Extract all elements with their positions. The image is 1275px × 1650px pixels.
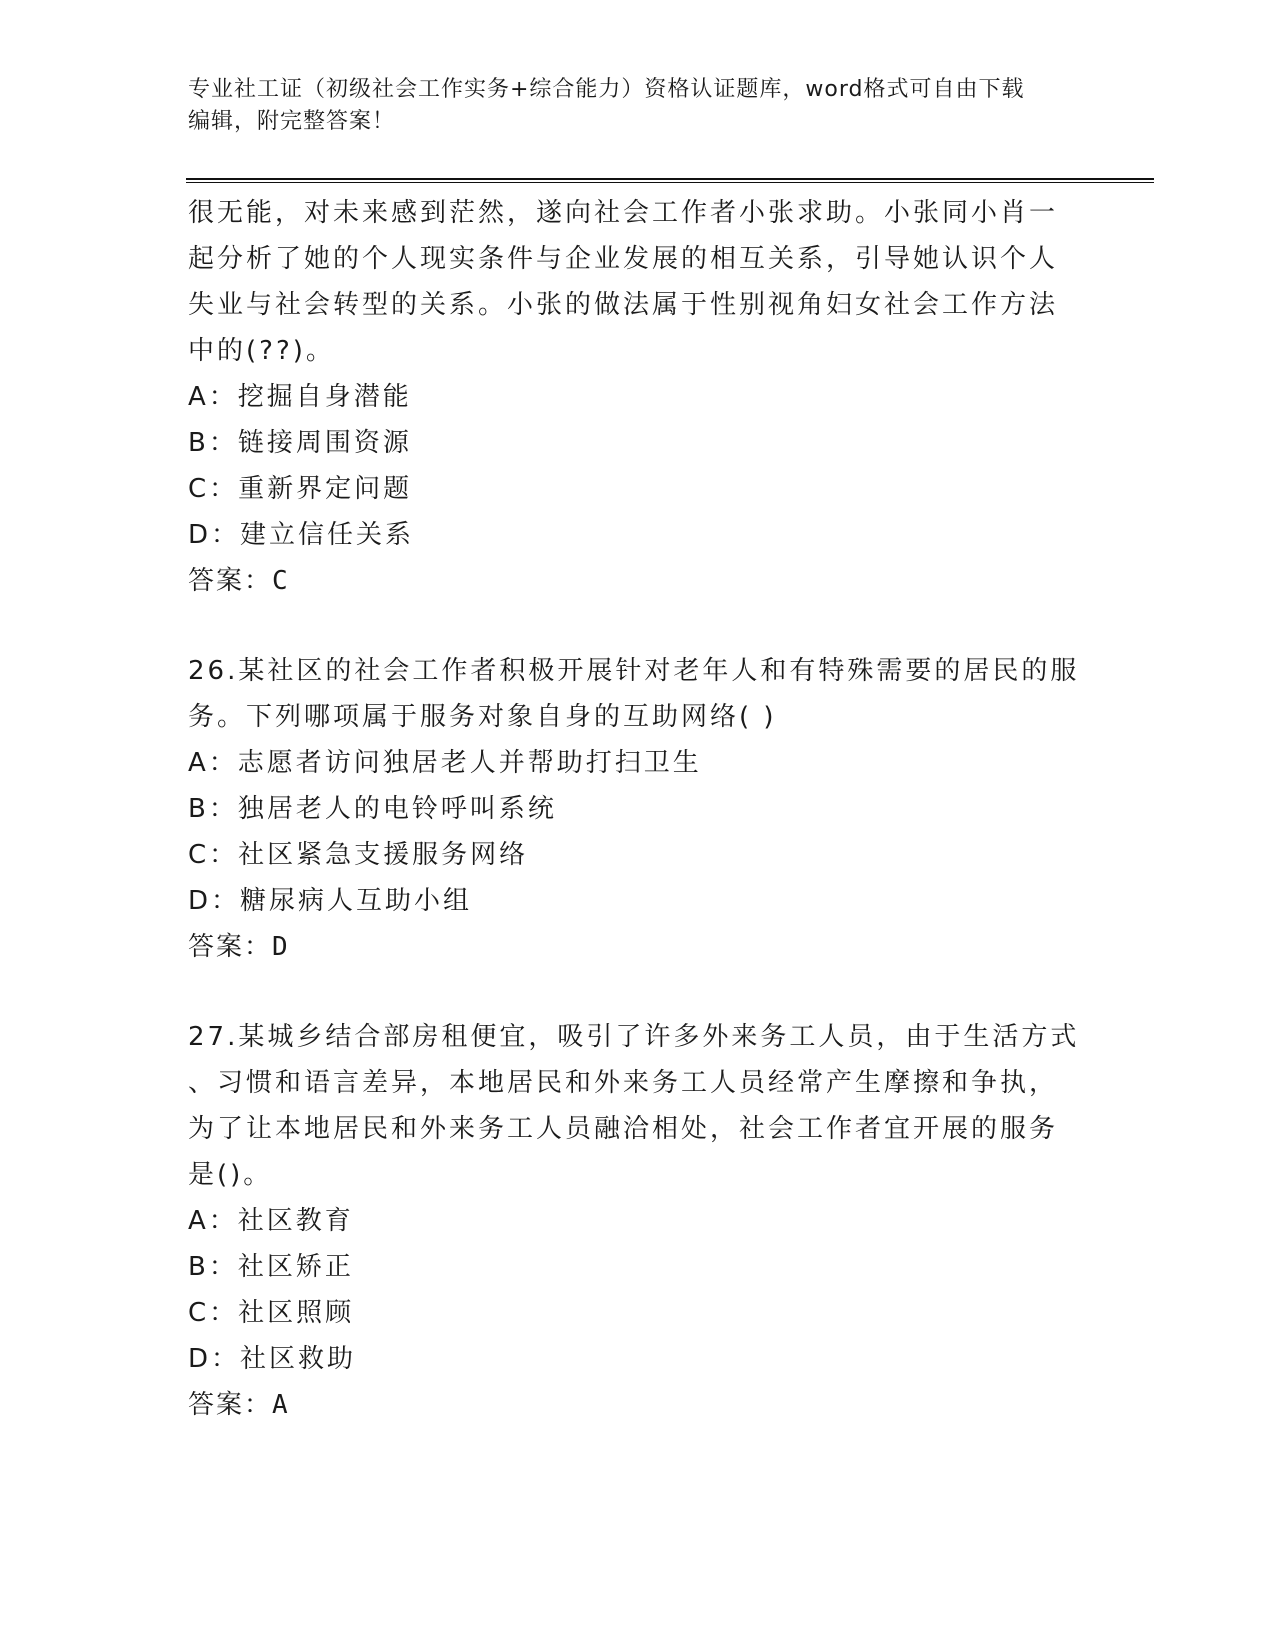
- question-text-line: 26.某社区的社会工作者积极开展针对老年人和有特殊需要的居民的服: [188, 656, 1080, 686]
- option-d: D：建立信任关系: [188, 520, 415, 550]
- question-text-line: 很无能，对未来感到茫然，遂向社会工作者小张求助。小张同小肖一: [188, 198, 1059, 228]
- option-c: C：重新界定问题: [188, 474, 413, 504]
- question-text-line: 务。下列哪项属于服务对象自身的互助网络( ): [188, 702, 777, 732]
- question-27: [188, 1014, 1088, 1428]
- question-text-line: 、习惯和语言差异，本地居民和外来务工人员经常产生摩擦和争执，: [188, 1068, 1059, 1098]
- option-d: D：社区救助: [188, 1344, 357, 1374]
- option-a: A：志愿者访问独居老人并帮助打扫卫生: [188, 748, 702, 778]
- header-line-2: 编辑，附完整答案！: [188, 109, 396, 134]
- question-text-line: 为了让本地居民和外来务工人员融洽相处，社会工作者宜开展的服务: [188, 1114, 1059, 1144]
- answer-label: 答案：: [188, 1390, 273, 1420]
- option-a: A：挖掘自身潜能: [188, 382, 412, 412]
- question-spacer: [188, 604, 1088, 648]
- answer-value: C: [272, 566, 288, 596]
- answer-line: [188, 924, 1088, 970]
- answer-line: [188, 558, 1088, 604]
- question-25: [188, 190, 1088, 604]
- option-b: B：链接周围资源: [188, 428, 412, 458]
- option-c: C：社区紧急支援服务网络: [188, 840, 529, 870]
- header-line-1: 专业社工证（初级社会工作实务+综合能力）资格认证题库，word格式可自由下载: [188, 77, 1025, 102]
- question-text-line: 是()。: [188, 1160, 273, 1190]
- question-26: [188, 648, 1088, 970]
- option-c: C：社区照顾: [188, 1298, 355, 1328]
- option-a: A：社区教育: [188, 1206, 354, 1236]
- option-b: B：独居老人的电铃呼叫系统: [188, 794, 557, 824]
- document-header: [188, 74, 1088, 138]
- answer-line: [188, 1382, 1088, 1428]
- answer-value: A: [272, 1390, 288, 1420]
- question-text-line: 27.某城乡结合部房租便宜，吸引了许多外来务工人员，由于生活方式: [188, 1022, 1080, 1052]
- question-content: [188, 190, 1088, 1428]
- option-d: D：糖尿病人互助小组: [188, 886, 473, 916]
- header-divider-thick: [186, 178, 1154, 180]
- option-b: B：社区矫正: [188, 1252, 354, 1282]
- answer-label: 答案：: [188, 932, 273, 962]
- question-text-line: 中的(??)。: [188, 336, 335, 366]
- header-divider-thin: [186, 182, 1154, 183]
- question-text-line: 起分析了她的个人现实条件与企业发展的相互关系，引导她认识个人: [188, 244, 1059, 274]
- answer-label: 答案：: [188, 566, 273, 596]
- answer-value: D: [272, 932, 288, 962]
- question-spacer: [188, 970, 1088, 1014]
- question-text-line: 失业与社会转型的关系。小张的做法属于性别视角妇女社会工作方法: [188, 290, 1059, 320]
